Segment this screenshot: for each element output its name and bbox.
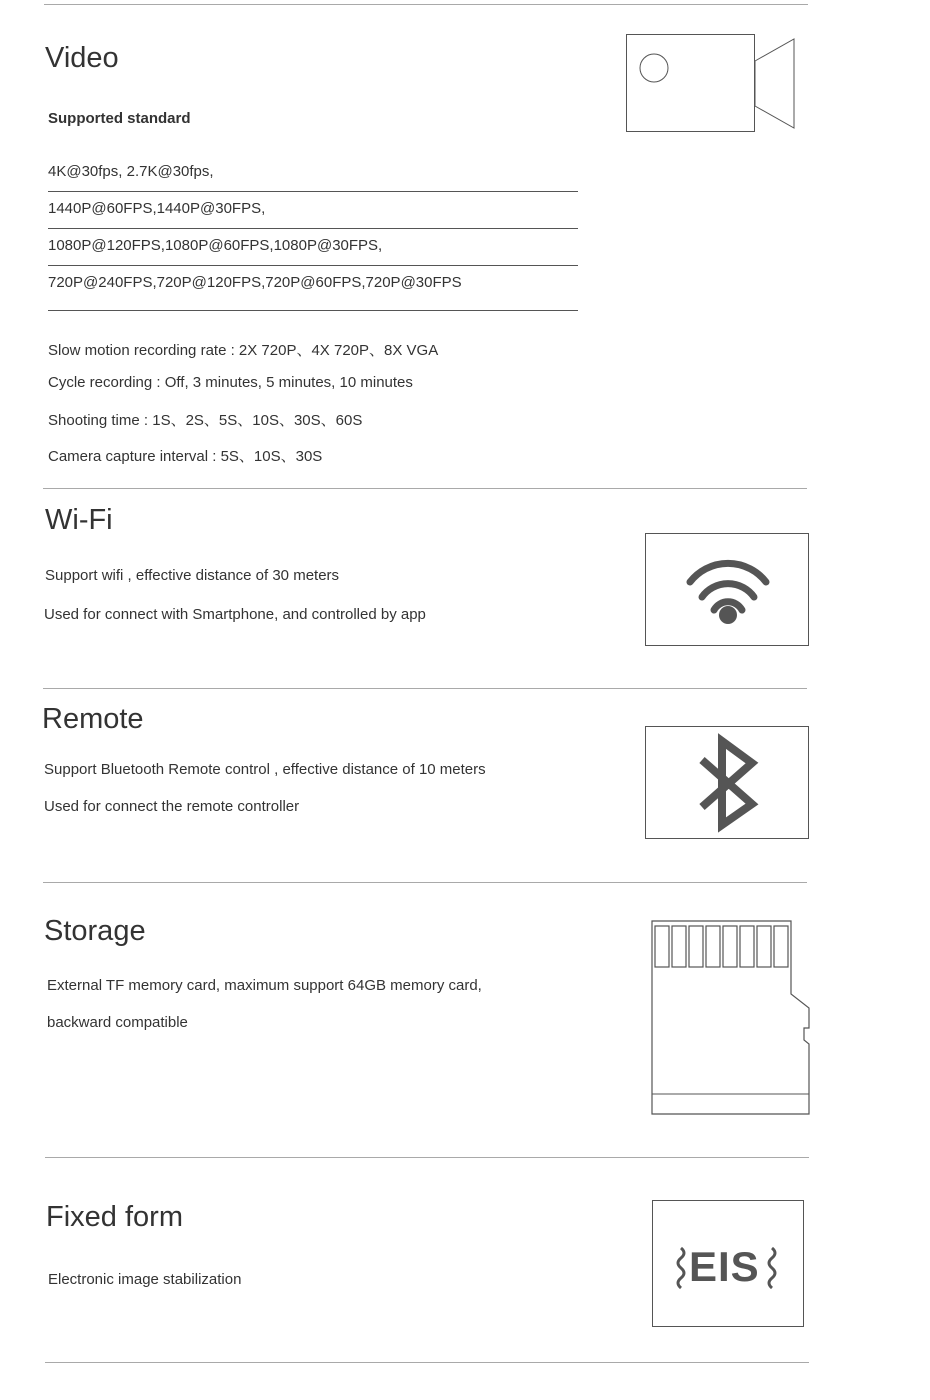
section-divider [43, 688, 807, 689]
standard-divider [48, 228, 578, 229]
slow-motion-text: Slow motion recording rate : 2X 720P、4X 720P、8X VGA [48, 342, 439, 359]
eis-label: EIS [689, 1243, 760, 1290]
section-divider [45, 1362, 809, 1363]
video-camera-icon [626, 34, 798, 134]
section-divider [44, 4, 808, 5]
remote-line-2: Used for connect the remote controller [44, 798, 300, 815]
standard-item: 720P@240FPS,720P@120FPS,720P@60FPS,720P@30FPS [48, 274, 462, 291]
remote-line-1: Support Bluetooth Remote control , effective distance of 10 meters [44, 761, 486, 778]
fixed-form-title: Fixed form [46, 1201, 183, 1233]
sd-card-icon [650, 920, 812, 1117]
standard-divider [48, 191, 578, 192]
wifi-line-1: Support wifi , effective distance of 30 meters [45, 567, 340, 584]
section-divider [43, 488, 807, 489]
section-divider [45, 1157, 809, 1158]
capture-interval-text: Camera capture interval : 5S、10S、30S [48, 448, 323, 465]
standard-divider [48, 310, 578, 311]
video-title: Video [45, 42, 119, 74]
wifi-icon [645, 533, 809, 646]
section-divider [43, 882, 807, 883]
fixed-form-line-1: Electronic image stabilization [48, 1271, 242, 1288]
supported-standard-label: Supported standard [48, 110, 191, 127]
bluetooth-icon [645, 726, 809, 839]
wifi-line-2: Used for connect with Smartphone, and controlled by app [44, 606, 426, 623]
wifi-title: Wi-Fi [45, 504, 113, 536]
standard-divider [48, 265, 578, 266]
standard-item: 1080P@120FPS,1080P@60FPS,1080P@30FPS, [48, 237, 383, 254]
storage-title: Storage [44, 915, 146, 947]
cycle-recording-text: Cycle recording : Off, 3 minutes, 5 minutes, 10 minutes [48, 374, 413, 391]
shooting-time-text: Shooting time : 1S、2S、5S、10S、30S、60S [48, 412, 363, 429]
eis-icon [652, 1200, 804, 1327]
standard-item: 1440P@60FPS,1440P@30FPS, [48, 200, 266, 217]
standard-item: 4K@30fps, 2.7K@30fps, [48, 163, 214, 180]
storage-line-2: backward compatible [47, 1014, 188, 1031]
storage-line-1: External TF memory card, maximum support 64GB memory card, [47, 977, 482, 994]
remote-title: Remote [42, 703, 144, 735]
